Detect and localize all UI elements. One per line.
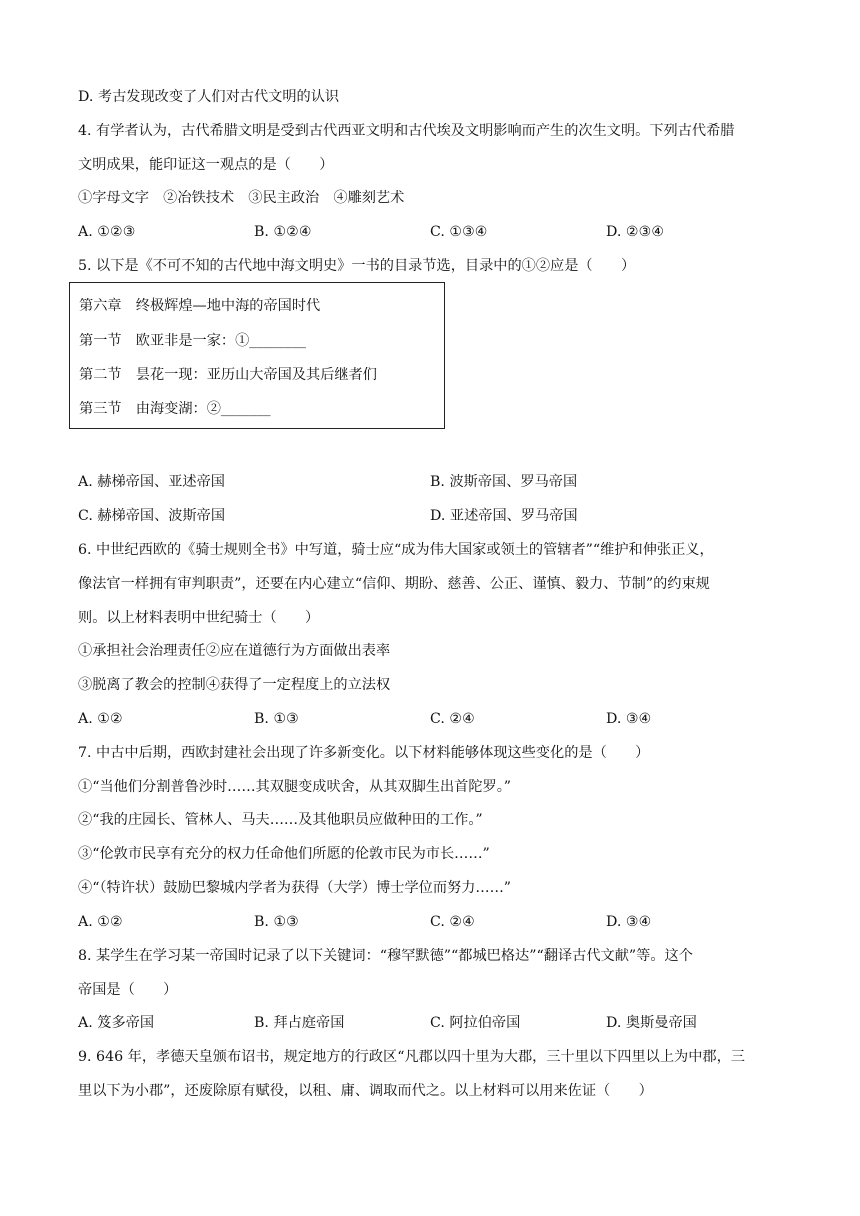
q6-option-c: C. ②④ [430, 711, 475, 727]
line-q3-option-d: D. 考古发现改变了人们对古代文明的认识 [78, 89, 340, 105]
question-6-items-1: ①承担社会治理责任②应在道德行为方面做出表率 [78, 643, 391, 659]
question-4-stem: 4. 有学者认为，古代希腊文明是受到古代西亚文明和古代埃及文明影响而产生的次生文明。下列古代希腊 [78, 123, 735, 139]
q4-option-c: C. ①③④ [430, 224, 488, 240]
q6-option-d: D. ③④ [606, 711, 652, 727]
q6-option-a: A. ①② [78, 711, 123, 727]
question-5-stem: 5. 以下是《不可不知的古代地中海文明史》一书的目录节选，目录中的①②应是（ ） [78, 258, 636, 274]
q8-option-a: A. 笈多帝国 [78, 1015, 155, 1031]
question-7-item-3: ③“伦敦市民享有充分的权力任命他们所愿的伦敦市民为市长……” [78, 846, 490, 862]
q5-option-b: B. 波斯帝国、罗马帝国 [430, 474, 578, 490]
question-9-stem: 9. 646 年，孝德天皇颁布诏书，规定地方的行政区“凡郡以四十里为大郡，三十里以下四里以上为中郡，三 [78, 1049, 745, 1065]
question-7-item-2: ②“我的庄园长、管林人、马夫……及其他职员应做种田的工作。” [78, 812, 483, 828]
q8-option-d: D. 奥斯曼帝国 [606, 1015, 697, 1031]
q5-option-d: D. 亚述帝国、罗马帝国 [430, 508, 578, 524]
q5-option-c: C. 赫梯帝国、波斯帝国 [78, 508, 226, 524]
toc-section-3: 第三节 由海变湖：②_______ [79, 401, 271, 417]
question-6-stem: 6. 中世纪西欧的《骑士规则全书》中写道，骑士应“成为伟大国家或领土的管辖者”“维护和伸张正义， [78, 542, 714, 558]
q5-option-a: A. 赫梯帝国、亚述帝国 [78, 474, 225, 490]
question-8-stem-cont: 帝国是（ ） [78, 982, 178, 998]
table-of-contents-box [69, 282, 445, 429]
q4-option-d: D. ②③④ [606, 224, 665, 240]
q4-option-b: B. ①②④ [254, 224, 312, 240]
question-4-items: ①字母文字 ②冶铁技术 ③民主政治 ④雕刻艺术 [78, 190, 405, 206]
question-4-stem-cont: 文明成果，能印证这一观点的是（ ） [78, 157, 334, 173]
q7-option-c: C. ②④ [430, 914, 475, 930]
question-9-stem-cont: 里以下为小郡”，还废除原有赋役，以租、庸、调取而代之。以上材料可以用来佐证（ ） [78, 1083, 653, 1099]
question-7-item-4: ④“（特许状）鼓励巴黎城内学者为获得（大学）博士学位而努力……” [78, 880, 512, 896]
toc-chapter: 第六章 终极辉煌—地中海的帝国时代 [79, 298, 321, 314]
q6-option-b: B. ①③ [254, 711, 299, 727]
question-8-stem: 8. 某学生在学习某一帝国时记录了以下关键词：“穆罕默德”“都城巴格达”“翻译古代文献”等。这个 [78, 948, 693, 964]
question-6-stem-cont: 像法官一样拥有审判职责”，还要在内心建立“信仰、期盼、慈善、公正、谨慎、毅力、节制”的约束规 [78, 576, 710, 592]
toc-section-1: 第一节 欧亚非是一家：①________ [79, 333, 307, 349]
toc-section-2: 第二节 昙花一现：亚历山大帝国及其后继者们 [79, 367, 377, 383]
q7-option-b: B. ①③ [254, 914, 299, 930]
question-6-items-2: ③脱离了教会的控制④获得了一定程度上的立法权 [78, 677, 391, 693]
q8-option-c: C. 阿拉伯帝国 [430, 1015, 521, 1031]
q4-option-a: A. ①②③ [78, 224, 136, 240]
question-7-stem: 7. 中古中后期，西欧封建社会出现了许多新变化。以下材料能够体现这些变化的是（ ） [78, 745, 650, 761]
q7-option-a: A. ①② [78, 914, 123, 930]
q7-option-d: D. ③④ [606, 914, 652, 930]
question-7-item-1: ①“当他们分割普鲁沙时……其双腿变成吠舍，从其双脚生出首陀罗。” [78, 779, 512, 795]
question-6-stem-end: 则。以上材料表明中世纪骑士（ ） [78, 610, 320, 626]
q8-option-b: B. 拜占庭帝国 [254, 1015, 345, 1031]
